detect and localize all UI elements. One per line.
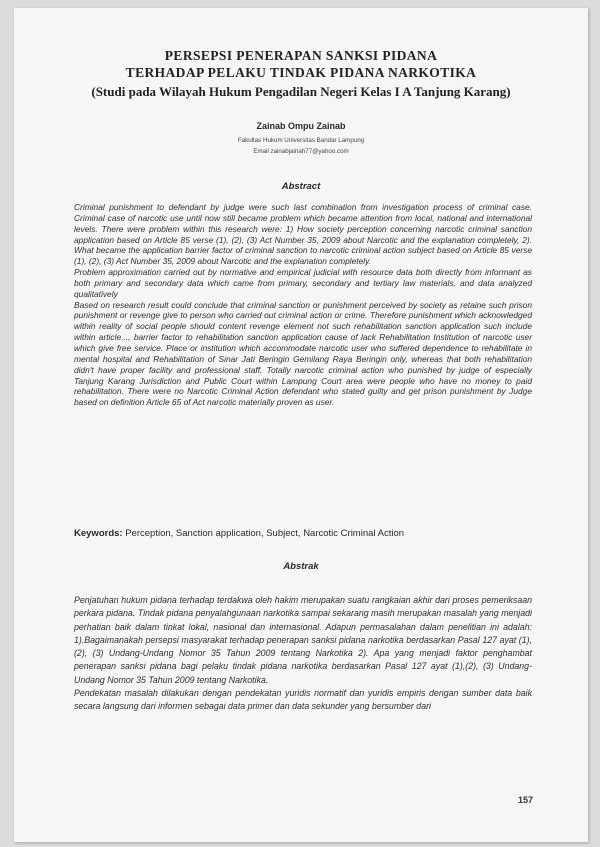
abstrak-heading: Abstrak [283, 561, 319, 572]
author-affiliation: Fakultas Hukum Universitas Bandar Lampung [237, 137, 365, 144]
abstrak-body [74, 594, 532, 713]
title-line-3: (Studi pada Wilayah Hukum Pengadilan Negeri Kelas I A Tanjung Karang) [91, 84, 511, 99]
abstract-paragraph: Criminal punishment to defendant by judge were such last combination from investigation process of criminal case. Criminal case of narcotic use until now still became problem which became attention from local, national and international levels. There were problem within this research were: 1) How society perception concerning narcotic criminal sanction application based on Article 85 verse (1), (2), (3) Act Number 35, 2009 about Narcotic and the explanation completely, 2). What became the application barrier factor of criminal sanction to narcotic criminal action subject based on Article 85 verse (1), (2), (3) Act Number 35, 2009 about Narcotic and the explanation completely. [74, 202, 532, 267]
title-line-2: TERHADAP PELAKU TINDAK PIDANA NARKOTIKA [125, 65, 477, 80]
keywords-text: Perception, Sanction application, Subject, Narcotic Criminal Action [122, 528, 405, 539]
abstrak-paragraph: Pendekatan masalah dilakukan dengan pendekatan yuridis normatif dan yuridis empiris dengan sumber data baik secara langsung dari informen sebagai data primer dan data sekunder yang bersumber dari [74, 687, 532, 711]
abstrak-paragraph: Penjatuhan hukum pidana terhadap terdakwa oleh hakim merupakan suatu rangkaian akhir dari proses pemeriksaan perkara pidana. Tindak pidana penyalahgunaan narkotika sampai sekarang masih merupakan masalah yang menjadi perhatian baik dalam tinkat lokal, nasional dan internasional. Adapun permasalahan dalam penelitian ini adalah: 1).Bagaimanakah persepsi masyarakat terhadap penerapan sanksi pidana narkotika berdasarkan Pasal 127 ayat (1),(2), (3) Undang-Undang Nomor 35 Tahun 2009 tentang Narkotika 2). Apa yang menjadi faktor penghambat penerapan sanksi pidana bagi pelaku tindak pidana narkotika berdasarkan Pasal 127 ayat (1),(2), (3) Undang-Undang Nomor 35 Tahun 2009 tentang Narkotika. [74, 595, 532, 685]
page-number: 157 [518, 795, 534, 805]
journal-page [14, 8, 588, 842]
abstract-paragraph: Problem approximation carried out by normative and empirical judicial with resource data both directly from informant as both primary and secondary data which came from primary, secondary and tertiary law materials, and data analyzed qualitatively [74, 267, 532, 299]
abstract-paragraph: Based on research result could conclude that criminal sanction or punishment perceived by society as retaine such prison punishment or revenge give to person who carried out criminal action or crime. Therefore punishment which acknowledged within reality of social people should content revenge element not such rehabilitation sanction application such include within article..., barrier factor to rehabilitation sanction application cause of lack Rehabilitation Institution of narcotic user which give free service. Place or institution which accommodate narcotic user who suffered dependence to rehabilitate in mental hospital and Rehabilitation of Sinar Jati Beringin Gemilang Raya Beringin only, whereas that both rehabilitation didn't have proper facility and professional staff. Totally narcotic criminal action who punished by judge of especially Tanjung Karang Jurisdiction and Public Court within Lampung Court area were people who have no money to paid rehabilitation. There were no Narcotic Criminal Action defendant who stated guilty and get prison punishment by Judge based on definition Article 65 of Act narcotic materially proven as user. [74, 299, 532, 408]
keywords-label: Keywords: [74, 528, 123, 539]
author-email: Email zainabjainah77@yahoo.com [253, 148, 349, 155]
author-name: Zainab Ompu Zainab [256, 121, 346, 131]
abstract-body [74, 202, 532, 408]
title-line-1: PERSEPSI PENERAPAN SANKSI PIDANA [164, 48, 438, 63]
keywords-line [74, 528, 532, 539]
abstract-heading: Abstract [281, 181, 321, 192]
